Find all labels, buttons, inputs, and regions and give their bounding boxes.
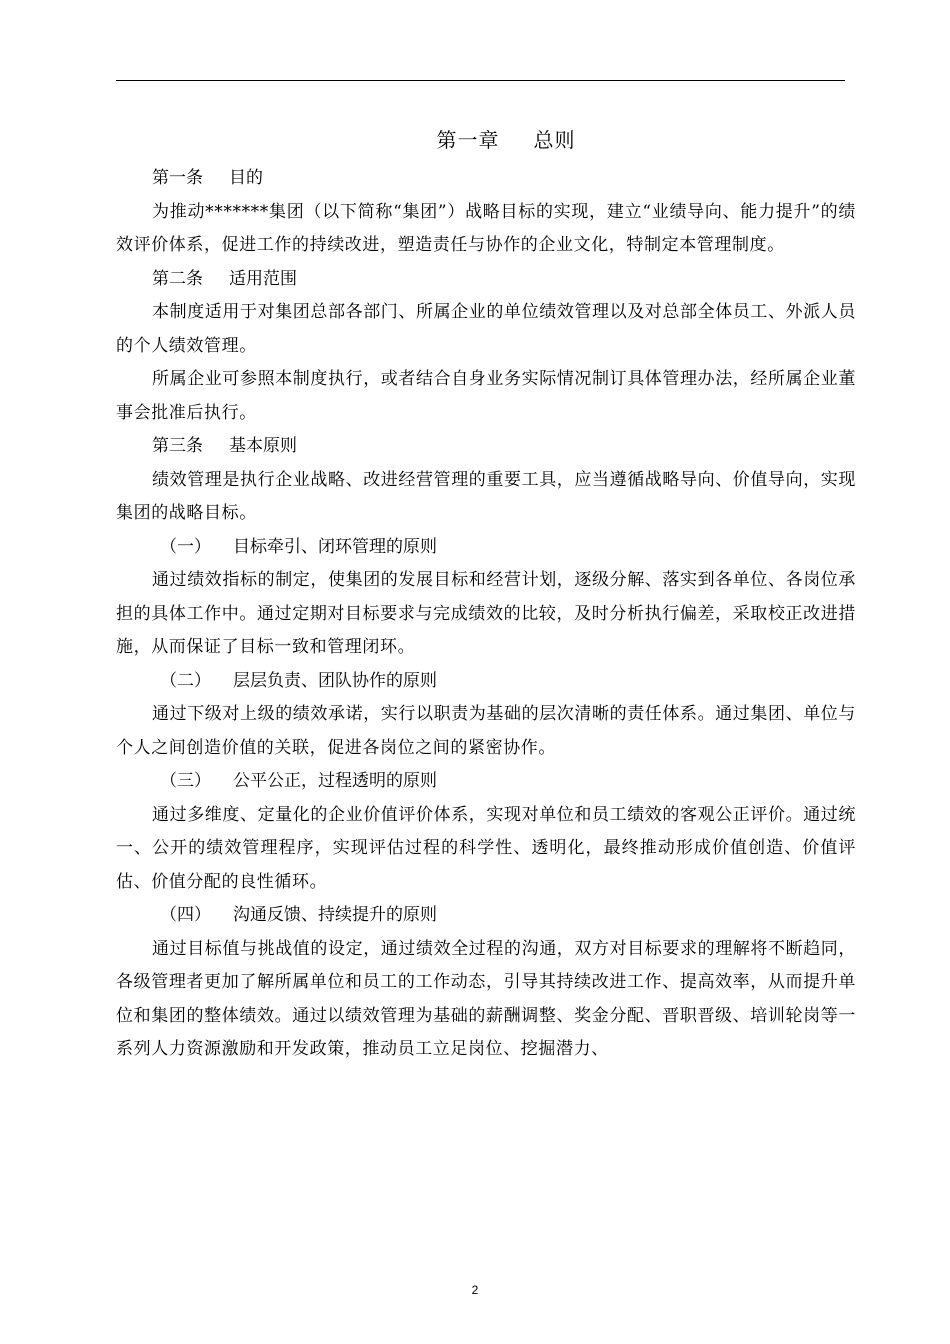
article-number: 第二条 bbox=[152, 268, 203, 289]
article-1-heading bbox=[116, 162, 856, 196]
principle-1-paragraph: 通过绩效指标的制定，使集团的发展目标和经营计划，逐级分解、落实到各单位、各岗位承担的具体工作中。通过定期对目标要求与完成绩效的比较，及时分析执行偏差，采取校正改进措施，从而保证了目标一致和管理闭环。 bbox=[116, 570, 856, 657]
chapter-name: 总则 bbox=[533, 128, 576, 152]
principle-number: （四） bbox=[160, 905, 211, 925]
principle-number: （一） bbox=[160, 536, 211, 557]
principle-title: 目标牵引、闭环管理的原则 bbox=[233, 536, 437, 557]
article-title: 目的 bbox=[229, 168, 263, 188]
principle-1-heading bbox=[116, 531, 856, 565]
principle-2-paragraph: 通过下级对上级的绩效承诺，实行以职责为基础的层次清晰的责任体系。通过集团、单位与个人之间创造价值的关联，促进各岗位之间的紧密协作。 bbox=[116, 704, 856, 758]
chapter-title bbox=[116, 118, 856, 162]
principle-4-heading bbox=[116, 899, 856, 933]
principle-2-heading bbox=[116, 665, 856, 699]
document-body bbox=[116, 118, 856, 1067]
page-number: 2 bbox=[471, 1283, 479, 1297]
article-1-paragraph: 为推动*******集团（以下简称“集团”）战略目标的实现，建立“业绩导向、能力提升”的绩效评价体系，促进工作的持续改进，塑造责任与协作的企业文化，特制定本管理制度。 bbox=[116, 201, 856, 255]
principle-title: 沟通反馈、持续提升的原则 bbox=[233, 905, 437, 925]
principle-title: 层层负责、团队协作的原则 bbox=[233, 670, 437, 691]
article-number: 第三条 bbox=[152, 436, 203, 456]
chapter-number: 第一章 bbox=[436, 128, 500, 152]
article-title: 适用范围 bbox=[229, 268, 297, 289]
principle-3-heading bbox=[116, 765, 856, 799]
principle-number: （二） bbox=[160, 670, 211, 691]
article-title: 基本原则 bbox=[229, 436, 297, 456]
article-2-paragraph-1: 本制度适用于对集团总部各部门、所属企业的单位绩效管理以及对总部全体员工、外派人员的个人绩效管理。 bbox=[116, 302, 856, 356]
article-2-paragraph-2: 所属企业可参照本制度执行，或者结合自身业务实际情况制订具体管理办法，经所属企业董事会批准后执行。 bbox=[116, 369, 856, 423]
principle-title: 公平公正，过程透明的原则 bbox=[233, 771, 437, 791]
principle-number: （三） bbox=[160, 771, 211, 791]
principle-3-paragraph: 通过多维度、定量化的企业价值评价体系，实现对单位和员工绩效的客观公正评价。通过统一、公开的绩效管理程序，实现评估过程的科学性、透明化，最终推动形成价值创造、价值评估、价值分配的良性循环。 bbox=[116, 804, 856, 892]
article-number: 第一条 bbox=[152, 168, 203, 188]
header-rule bbox=[116, 80, 845, 81]
article-2-heading bbox=[116, 263, 856, 297]
article-3-paragraph: 绩效管理是执行企业战略、改进经营管理的重要工具，应当遵循战略导向、价值导向，实现集团的战略目标。 bbox=[116, 469, 856, 523]
principle-4-paragraph: 通过目标值与挑战值的设定，通过绩效全过程的沟通，双方对目标要求的理解将不断趋同，各级管理者更加了解所属单位和员工的工作动态，引导其持续改进工作、提高效率，从而提升单位和集团的整体绩效。通过以绩效管理为基础的薪酬调整、奖金分配、晋职晋级、培训轮岗等一系列人力资源激励和开发政策，推动员工立足岗位、挖掘潜力、 bbox=[116, 938, 856, 1059]
article-3-heading bbox=[116, 430, 856, 464]
